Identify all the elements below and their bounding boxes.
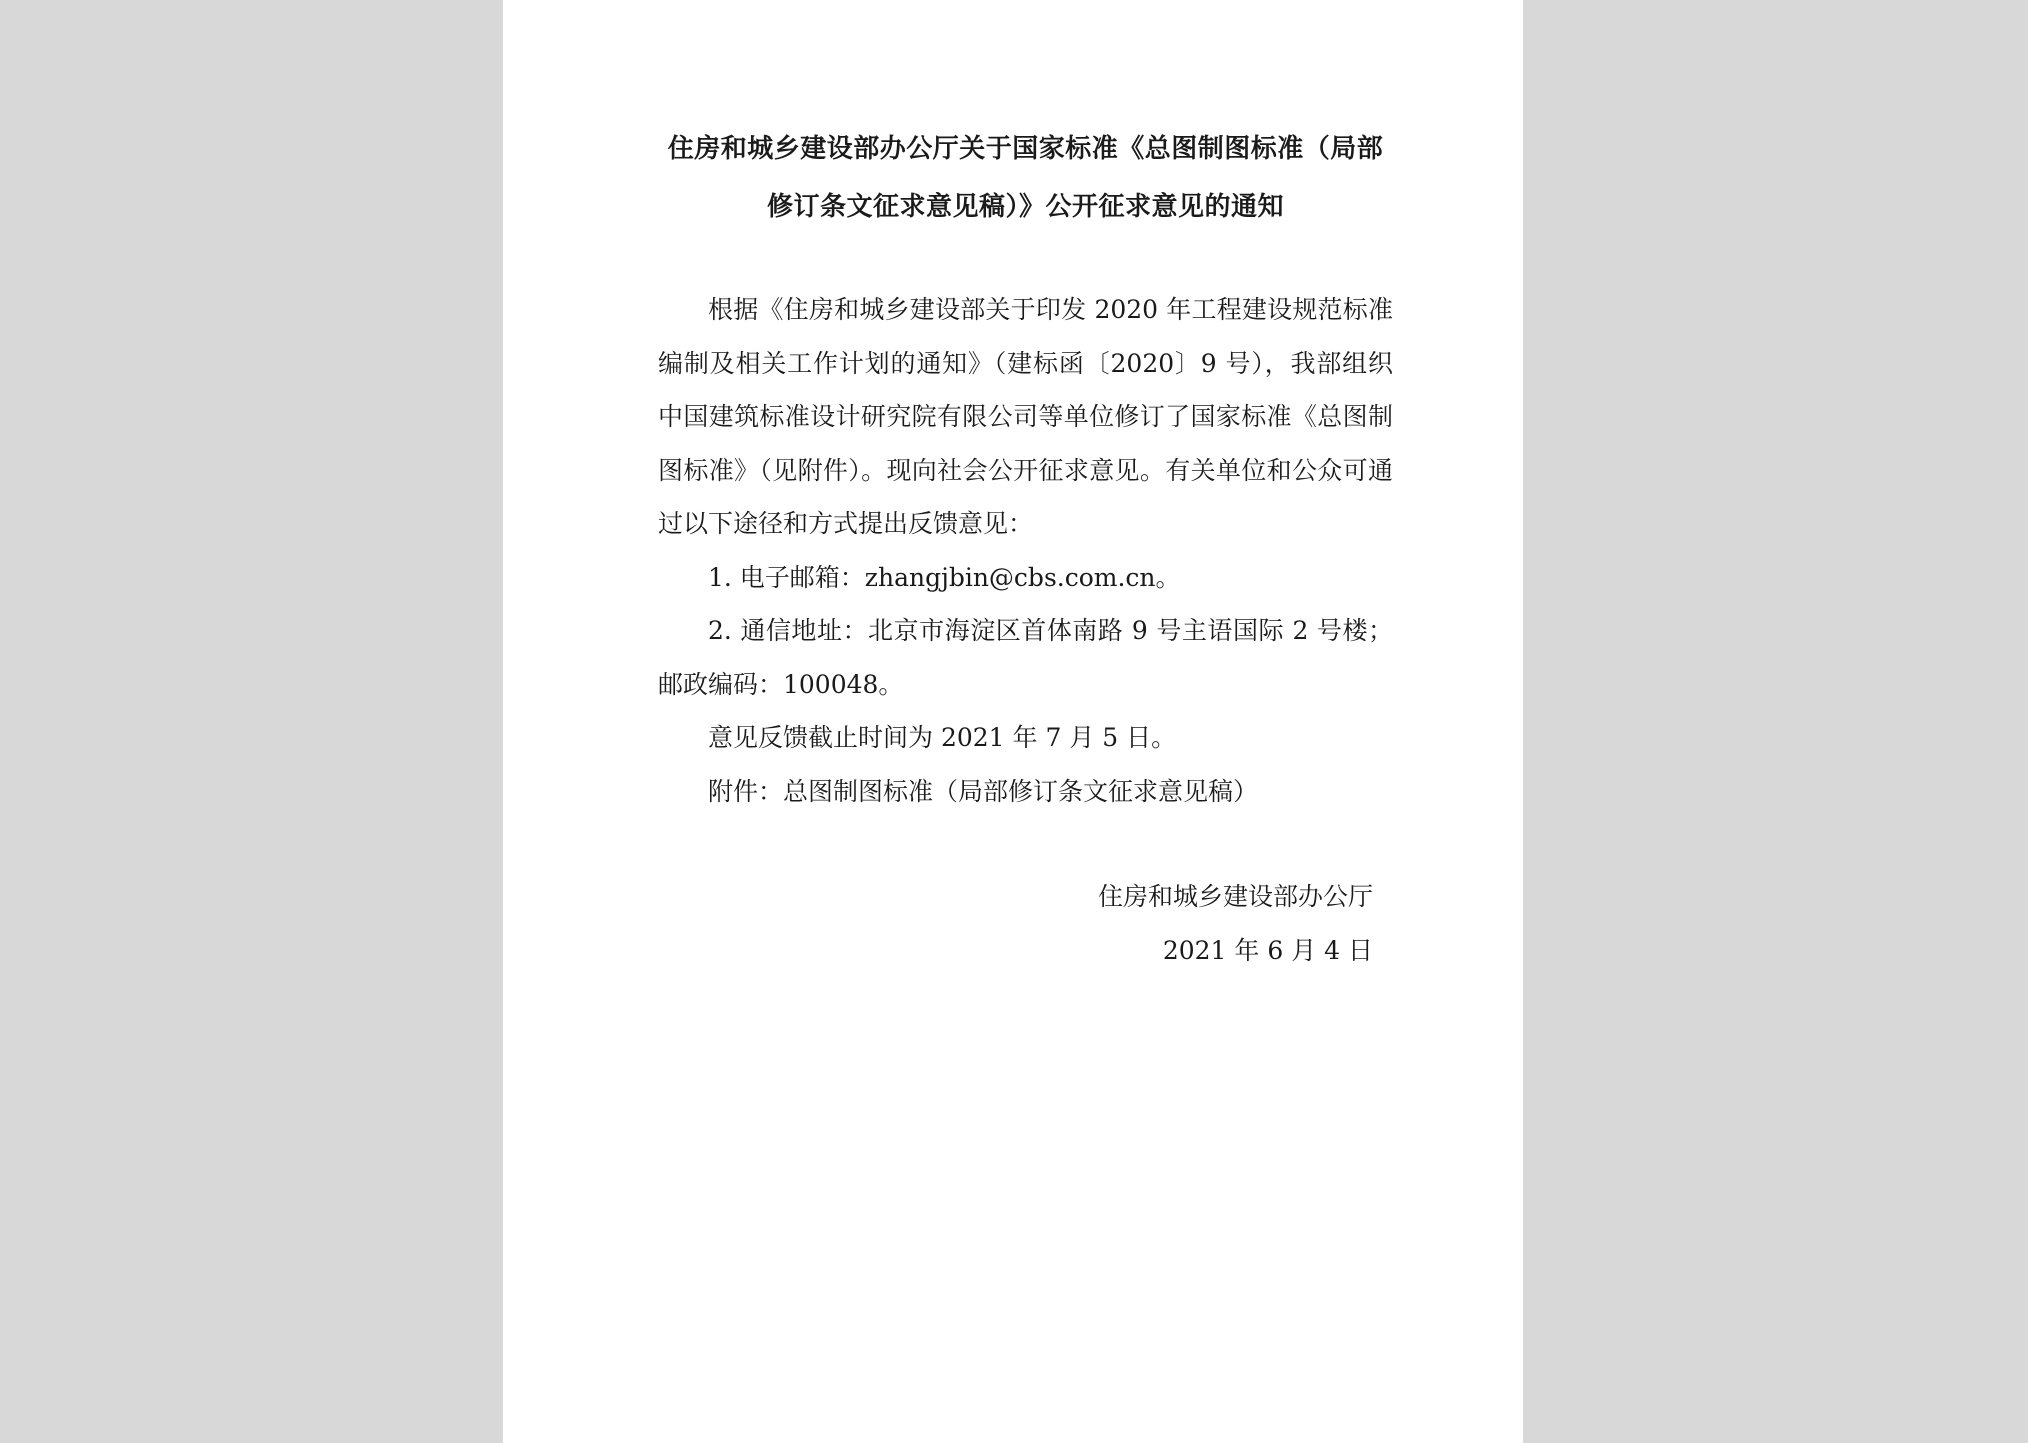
issuer-name: 住房和城乡建设部办公厅 bbox=[1097, 882, 1373, 911]
signature-block bbox=[658, 870, 1373, 978]
document-title: 住房和城乡建设部办公厅关于国家标准《总图制图标准（局部修订条文征求意见稿）》公开征求意见的通知 bbox=[667, 134, 1384, 222]
paragraph-attachment: 附件：总图制图标准（局部修订条文征求意见稿） bbox=[708, 776, 1259, 806]
document-body bbox=[658, 283, 1393, 818]
paragraph-intro: 根据《住房和城乡建设部关于印发 2020 年工程建设规范标准编制及相关工作计划的通知》（建标函〔2020〕9 号），我部组织中国建筑标准设计研究院有限公司等单位修订了国家标准《总图制图标准》（见附件）。现向社会公开征求意见。有关单位和公众可通过以下途径和方式提出反馈意见： bbox=[658, 295, 1393, 538]
paragraph-deadline: 意见反馈截止时间为 2021 年 7 月 5 日。 bbox=[708, 723, 1177, 752]
document-page bbox=[503, 0, 1523, 1443]
paragraph-address: 2. 通信地址：北京市海淀区首体南路 9 号主语国际 2 号楼；邮政编码：100048。 bbox=[658, 616, 1393, 699]
issue-date: 2021 年 6 月 4 日 bbox=[1162, 936, 1373, 965]
paragraph-email: 1. 电子邮箱：zhangjbin@cbs.com.cn。 bbox=[708, 562, 1181, 592]
